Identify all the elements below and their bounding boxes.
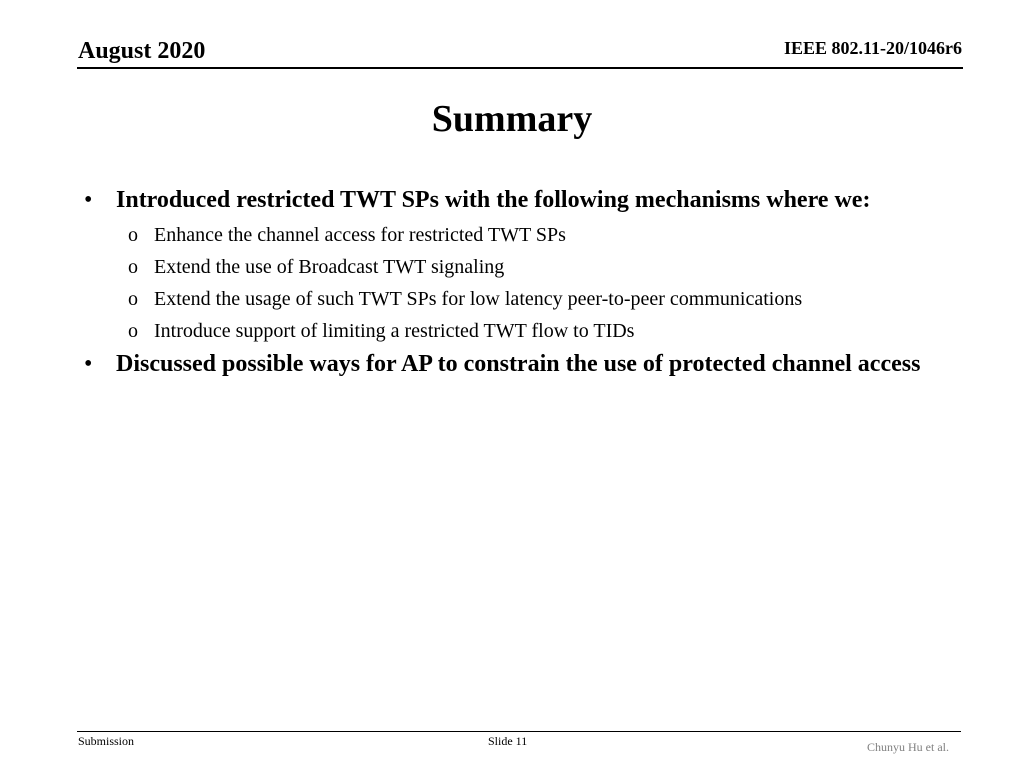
sub-bullet-marker: o <box>128 288 138 310</box>
sub-bullet-marker: o <box>128 224 138 246</box>
bullet-marker: • <box>84 187 93 213</box>
footer-submission: Submission <box>78 734 135 748</box>
header-divider <box>77 67 963 69</box>
bullet-text: Discussed possible ways for AP to constrain the use of protected channel access <box>116 351 921 377</box>
sub-bullet-item <box>128 283 944 315</box>
bullet-item <box>84 185 944 216</box>
bullet-text: Introduced restricted TWT SPs with the following mechanisms where we: <box>116 187 871 213</box>
sub-bullet-item <box>128 315 944 347</box>
sub-bullet-item <box>128 219 944 251</box>
sub-bullet-marker: o <box>128 256 138 278</box>
bullet-marker: • <box>84 351 93 377</box>
sub-bullet-marker: o <box>128 320 138 342</box>
footer-author: Chunyu Hu et al. <box>867 740 949 754</box>
slide-body <box>84 185 944 380</box>
header-date: August 2020 <box>78 38 206 64</box>
sub-bullet-text: Introduce support of limiting a restricted TWT flow to TIDs <box>154 320 635 342</box>
header-document-id: IEEE 802.11-20/1046r6 <box>783 38 962 58</box>
sub-bullet-list <box>84 219 944 347</box>
footer-slide-number: Slide 11 <box>488 734 528 748</box>
footer-divider <box>77 731 961 732</box>
bullet-item <box>84 349 944 380</box>
sub-bullet-text: Enhance the channel access for restricted TWT SPs <box>154 224 566 246</box>
slide-title: Summary <box>431 98 593 140</box>
sub-bullet-item <box>128 251 944 283</box>
sub-bullet-text: Extend the usage of such TWT SPs for low latency peer-to-peer communications <box>154 288 803 310</box>
sub-bullet-text: Extend the use of Broadcast TWT signaling <box>154 256 505 278</box>
